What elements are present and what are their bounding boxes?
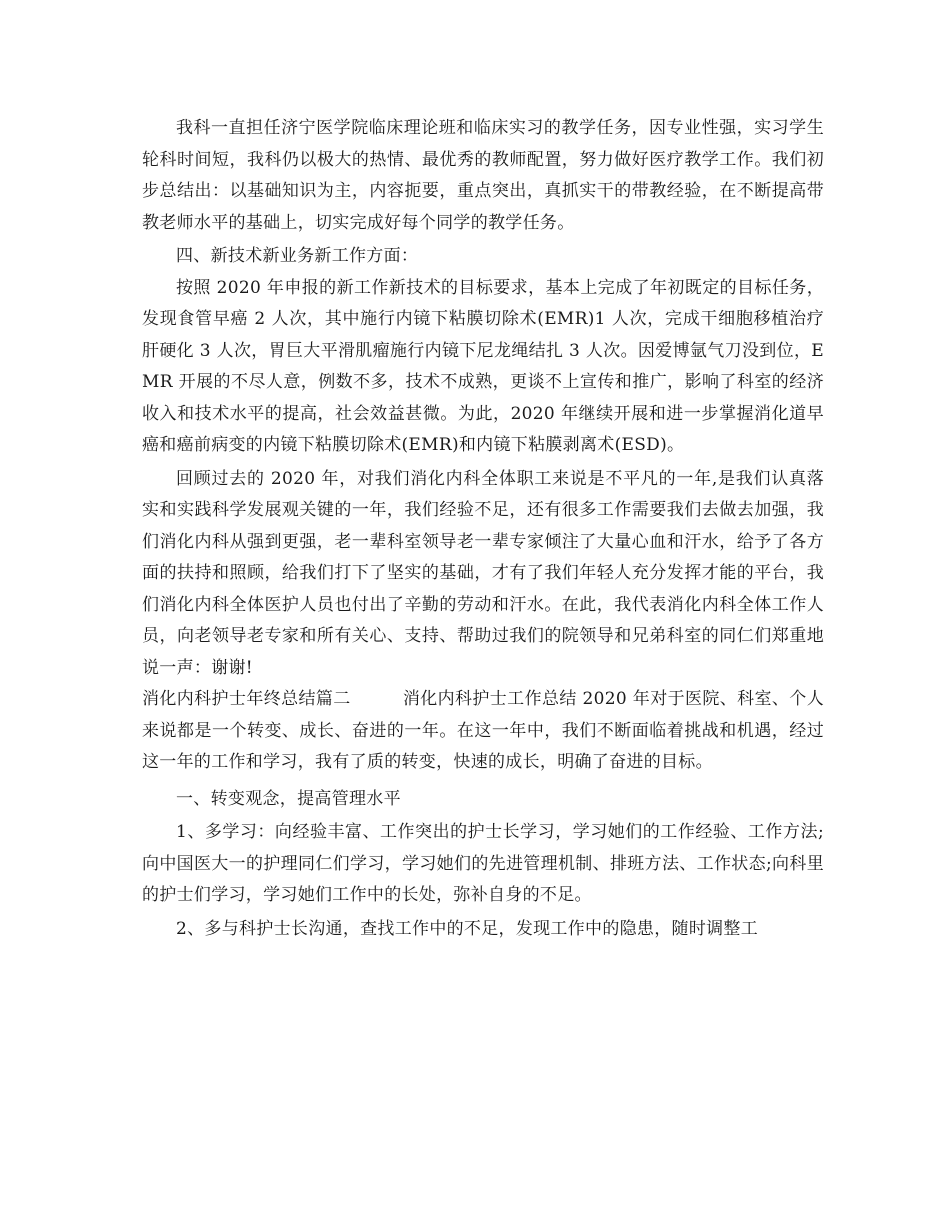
document-page — [142, 113, 824, 945]
paragraph-new-technology: 按照 2020 年申报的新工作新技术的目标要求，基本上完成了年初既定的目标任务，发现食管早癌 2 人次，其中施行内镜下粘膜切除术(EMR)1 人次，完成干细胞移植治疗肝硬化 3 人次，胃巨大平滑肌瘤施行内镜下尼龙绳结扎 3 人次。因爱博氩气刀没到位，EMR 开展的不尽人意，例数不多，技术不成熟，更谈不上宣传和推广，影响了科室的经济收入和技术水平的提高，社会效益甚微。为此，2020 年继续开展和进一步掌握消化道早癌和癌前病变的内镜下粘膜切除术(EMR)和内镜下粘膜剥离术(ESD)。 — [142, 277, 824, 455]
paragraph-year-review: 回顾过去的 2020 年，对我们消化内科全体职工来说是不平凡的一年,是我们认真落实和实践科学发展观关键的一年，我们经验不足，还有很多工作需要我们去做去加强，我们消化内科从强到更强，老一辈科室领导老一辈专家倾注了大量心血和汗水，给予了各方面的扶持和照顾，给我们打下了坚实的基础，才有了我们年轻人充分发挥才能的平台，我们消化内科全体医护人员也付出了辛勤的劳动和汗水。在此，我代表消化内科全体工作人员，向老领导老专家和所有关心、支持、帮助过我们的院领导和兄弟科室的同仁们郑重地说一声：谢谢! — [142, 468, 824, 678]
list-item-communication: 2、多与科护士长沟通，查找工作中的不足，发现工作中的隐患，随时调整工 — [176, 918, 759, 939]
paragraph-teaching: 我科一直担任济宁医学院临床理论班和临床实习的教学任务，因专业性强，实习学生轮科时间短，我科仍以极大的热情、最优秀的教师配置，努力做好医疗教学工作。我们初步总结出：以基础知识为主，内容扼要，重点突出，真抓实干的带教经验，在不断提高带教老师水平的基础上，切实完成好每个同学的教学任务。 — [142, 118, 824, 233]
section-heading-new-technology: 四、新技术新业务新工作方面： — [176, 246, 419, 266]
paragraph-part-two-intro: 消化内科护士年终总结篇二 消化内科护士工作总结 2020 年对于医院、科室、个人来说都是一个转变、成长、奋进的一年。在这一年中，我们不断面临着挑战和机遇，经过这一年的工作和学习，我有了质的转变，快速的成长，明确了奋进的目标。 — [142, 689, 824, 772]
list-item-learning: 1、多学习：向经验丰富、工作突出的护士长学习，学习她们的工作经验、工作方法;向中国医大一的护理同仁们学习，学习她们的先进管理机制、排班方法、工作状态;向科里的护士们学习，学习她们工作中的长处，弥补自身的不足。 — [142, 822, 824, 905]
section-heading-management: 一、转变观念，提高管理水平 — [176, 788, 401, 809]
